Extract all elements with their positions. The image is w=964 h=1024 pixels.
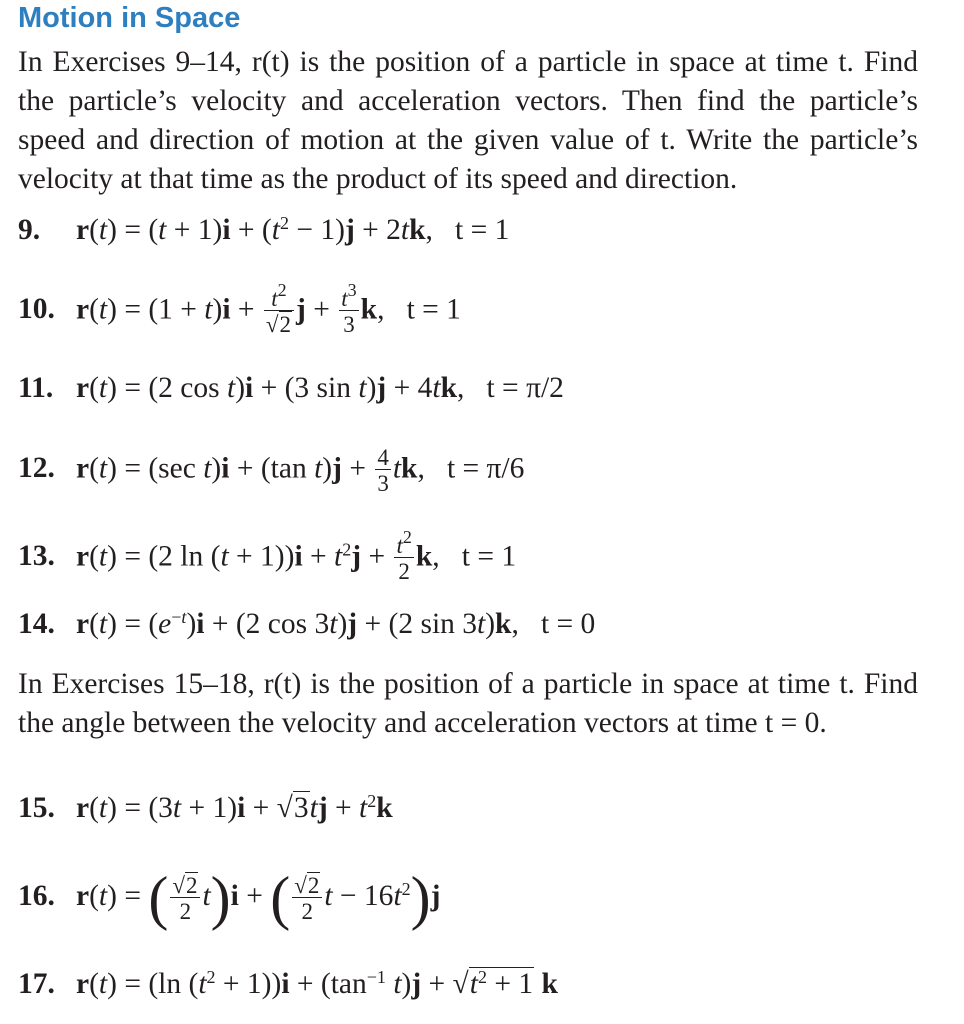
intro-paragraph-2: In Exercises 15–18, r(t) is the position of a particle in space at time t. Find the angle between the velocity and acceleration vectors at time t = 0. bbox=[18, 668, 918, 739]
exercise-condition: t = π/2 bbox=[486, 372, 564, 404]
exercise-9: 9. $r(t) = (t + 1)i + (t^2 - 1)j + 2tk$, t = 1 bbox=[18, 213, 510, 246]
exercise-13: 13. r(t) = (2 $\ln (t + 1))i + t^2j$ + $\frac{t^2}{2}$ k, t = 1 bbox=[18, 527, 517, 584]
exercise-number: 14. bbox=[18, 608, 55, 640]
exercise-condition: t = 1 bbox=[406, 293, 461, 326]
exercise-17: 17. r(t) = (ln $(t^2 + 1))i + (\tan^{-1}$ $t)j + √t^2 + 1$ k bbox=[18, 967, 558, 1000]
exercise-number: 10. bbox=[18, 293, 55, 326]
exercise-12: 12. r(t) = (sec t)i + (tan t)j + $\frac{4}{3}$ tk, t = π/6 bbox=[18, 445, 525, 496]
exercise-condition: t = 1 bbox=[455, 214, 510, 246]
exercise-16: 16. r(t) = ( $\frac{√2}{2}$ t)i + ( $\frac{√2}{2}$ $t - 16t^2)j$ bbox=[18, 865, 441, 931]
exercise-number: 9. bbox=[18, 214, 41, 246]
exercise-14: 14. $r(t) = (e^{-t})i + (2$ cos 3t)j + (2 sin 3t)k, t = 0 bbox=[18, 607, 596, 640]
exercise-condition: t = 1 bbox=[461, 540, 517, 573]
exercise-condition: t = 0 bbox=[540, 608, 596, 640]
exercise-number: 13. bbox=[18, 540, 55, 573]
exercise-number: 17. bbox=[18, 968, 55, 1000]
exercise-number: 11. bbox=[18, 372, 54, 404]
exercise-number: 15. bbox=[18, 792, 55, 824]
exercise-number: 16. bbox=[18, 879, 55, 912]
exercise-10: 10. r(t) = (1 + t)i + $\frac{t^2}{√2}$ j + $\frac{t^3}{3}$ k, t = 1 bbox=[18, 280, 461, 337]
exercise-15: 15. $r(t) = (3t + 1)i + √3tj + t^2k$ bbox=[18, 791, 393, 824]
section-heading: Motion in Space bbox=[18, 2, 241, 34]
intro-paragraph-1: In Exercises 9–14, r(t) is the position of a particle in space at time t. Find the particle’s velocity and acceleration vectors. Then find the particle’s speed and direction of motion at the given value of t. Write the particle’s velocity at that time as the product of its speed and direction. bbox=[18, 46, 918, 195]
exercise-11: 11. r(t) = (2 cos t)i + (3 sin t)j + 4tk, t = π/2 bbox=[18, 372, 564, 404]
exercise-number: 12. bbox=[18, 452, 55, 485]
exercise-condition: t = π/6 bbox=[446, 452, 525, 485]
